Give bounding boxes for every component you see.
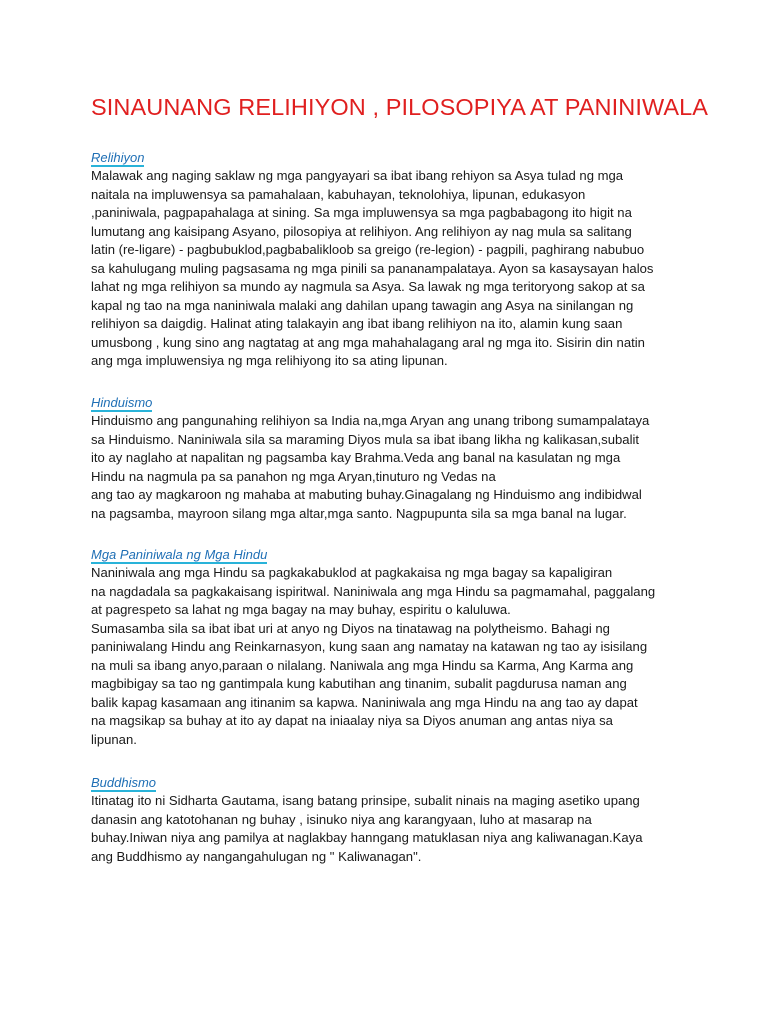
body-line: ,paniniwala, pagpapahalaga at sining. Sa mga impluwensya sa mga pagbabagong ito higit na xyxy=(91,205,632,220)
body-line: lumutang ang kaisipang Asyano, pilosopiya at relihiyon. Ang relihiyon ay nag mula sa salitang xyxy=(91,223,632,239)
section-heading: Relihiyon xyxy=(91,150,145,165)
body-line: umusbong , kung sino ang nagtatag at ang mga mahahalagang aral ng mga ito. Sisirin din natin xyxy=(91,334,645,350)
body-line: magbibigay sa tao ng gantimpala kung kabutihan ang tinanim, subalit pagdurusa naman ang xyxy=(91,676,627,691)
body-line: na nagdadala sa pagkakaisang ispiritwal. Naniniwala ang mga Hindu sa pagmamahal, paggalang xyxy=(91,583,656,599)
section-body xyxy=(91,564,711,749)
body-line: sa kahulugang muling pagsasama ng mga pinili sa pananampalataya. Ayon sa kasaysayan halos xyxy=(91,260,654,276)
body-line: Hinduismo ang pangunahing relihiyon sa India na,mga Aryan ang unang tribong sumampalataya xyxy=(91,413,650,428)
body-line: lahat ng mga relihiyon sa mundo ay nagmula sa Asya. Sa lawak ng mga teritoryong sakop at sa xyxy=(91,279,645,294)
body-line: ang tao ay magkaroon ng mahaba at mabuting buhay.Ginagalang ng Hinduismo ang indibidwal xyxy=(91,487,642,502)
body-line: ang mga impluwensiya ng mga relihiyong ito sa ating lipunan. xyxy=(91,353,448,368)
body-line: na pagsamba, mayroon silang mga altar,mga santo. Nagpupunta sila sa mga banal na lugar. xyxy=(91,505,627,521)
body-line: ang Buddhismo ay nangangahulugan ng " Kaliwanagan". xyxy=(91,848,422,864)
body-line: na magsikap sa buhay at ito ay dapat na iniaalay niya sa Diyos anuman ang antas niya sa xyxy=(91,713,613,728)
section-heading: Hinduismo xyxy=(91,395,153,410)
section-relihiyon xyxy=(91,149,711,371)
body-line: kapal ng tao na mga naniniwala malaki ang dahilan upang tawagin ang Asya na sinilangan ng xyxy=(91,297,634,313)
body-line: lipunan. xyxy=(91,731,137,747)
body-line: Naniniwala ang mga Hindu sa pagkakabuklod at pagkakaisa ng mga bagay sa kapaligiran xyxy=(91,565,613,580)
body-line: buhay.Iniwan niya ang pamilya at naglakbay hanngang matuklasan niya ang kaliwanagan.Kaya xyxy=(91,830,643,845)
section-body xyxy=(91,412,711,523)
section-buddhismo xyxy=(91,774,711,866)
section-body xyxy=(91,792,711,866)
body-line: ito ay naglaho at napalitan ng pagsamba kay Brahma.Veda ang banal na kasulatan ng mga xyxy=(91,450,621,465)
section-heading: Buddhismo xyxy=(91,775,157,790)
section-body xyxy=(91,167,711,371)
body-line: at pagrespeto sa lahat ng mga bagay na may buhay, espiritu o kaluluwa. xyxy=(91,602,511,617)
body-line: balik kapag kasamaan ang itinanim sa kapwa. Naniniwala ang mga Hindu na ang tao ay dapat xyxy=(91,694,638,710)
body-line: paniniwalang Hindu ang Reinkarnasyon, kung saan ang namatay na katawan ng tao ay isisilang xyxy=(91,639,648,654)
body-line: Hindu na nagmula pa sa panahon ng mga Aryan,tinuturo ng Vedas na xyxy=(91,468,496,484)
section-mga-paniniwala xyxy=(91,546,711,749)
body-line: na muli sa ibang anyo,paraan o nilalang. Naniwala ang mga Hindu sa Karma, Ang Karma ang xyxy=(91,657,634,673)
body-line: danasin ang katotohanan ng buhay , isinuko niya ang karangyaan, luho at masarap na xyxy=(91,811,592,827)
body-line: Sumasamba sila sa ibat ibat uri at anyo ng Diyos na tinatawag na polytheismo. Bahagi ng xyxy=(91,620,610,636)
body-line: sa Hinduismo. Naniniwala sila sa maraming Diyos mula sa ibat ibang likha ng kalikasan,subalit xyxy=(91,431,640,447)
section-heading: Mga Paniniwala ng Mga Hindu xyxy=(91,547,268,562)
document-title: SINAUNANG RELIHIYON , PILOSOPIYA AT PANINIWALA xyxy=(91,94,709,120)
section-hinduismo xyxy=(91,394,711,523)
body-line: naitala na impluwensya sa pamahalaan, kabuhayan, teknolohiya, lipunan, edukasyon xyxy=(91,186,586,202)
body-line: latin (re-ligare) - pagbubuklod,pagbabalikloob sa greigo (re-legion) - pagpili, paghirang nabubuo xyxy=(91,242,645,257)
body-line: Malawak ang naging saklaw ng mga pangyayari sa ibat ibang rehiyon sa Asya tulad ng mga xyxy=(91,168,624,183)
body-line: Itinatag ito ni Sidharta Gautama, isang batang prinsipe, subalit ninais na maging asetiko upang xyxy=(91,793,640,808)
body-line: relihiyon sa daigdig. Halinat ating talakayin ang ibat ibang relihiyon na ito, alamin kung saan xyxy=(91,316,623,331)
